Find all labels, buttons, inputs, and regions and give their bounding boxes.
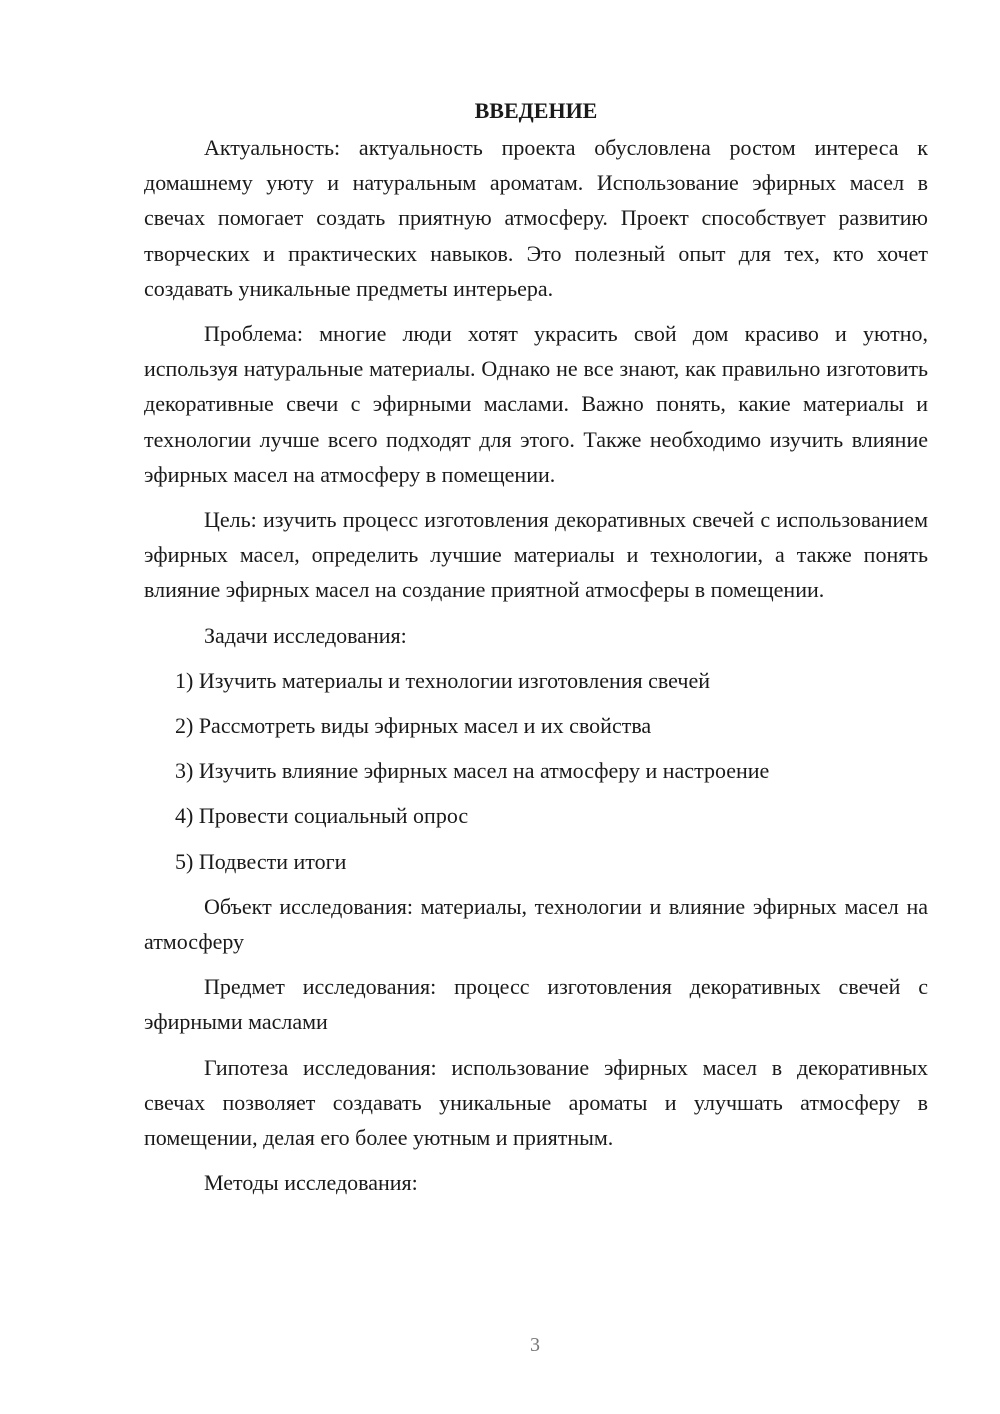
- list-item: 3) Изучить влияние эфирных масел на атмосферу и настроение: [175, 758, 770, 784]
- goal-paragraph: Цель: изучить процесс изготовления декоративных свечей с использованием эфирных масел, определить лучшие материалы и технологии, а также понять влияние эфирных масел на создание приятной атмосферы в помещении.: [144, 507, 928, 603]
- subject-paragraph: Предмет исследования: процесс изготовления декоративных свечей с эфирными маслами: [144, 974, 928, 1035]
- document-page: [144, 96, 928, 1210]
- methods-heading: Методы исследования:: [204, 1170, 418, 1196]
- problem-paragraph: Проблема: многие люди хотят украсить свой дом красиво и уютно, используя натуральные материалы. Однако не все знают, как правильно изготовить декоративные свечи с эфирными маслами. Важно понять, какие материалы и технологии лучше всего подходят для этого. Также необходимо изучить влияние эфирных масел на атмосферу в помещении.: [144, 321, 928, 487]
- list-item: 1) Изучить материалы и технологии изготовления свечей: [175, 667, 710, 693]
- list-item: 5) Подвести итоги: [175, 848, 347, 874]
- page-number: 3: [530, 1334, 540, 1356]
- list-item: 4) Провести социальный опрос: [175, 803, 469, 829]
- tasks-heading: Задачи исследования:: [204, 622, 407, 648]
- page-title: ВВЕДЕНИЕ: [474, 98, 598, 123]
- hypothesis-paragraph: Гипотеза исследования: использование эфирных масел в декоративных свечах позволяет создавать уникальные ароматы и улучшать атмосферу в помещении, делая его более уютным и приятным.: [144, 1054, 928, 1151]
- tasks-list: [144, 663, 928, 879]
- relevance-paragraph: Актуальность: актуальность проекта обусловлена ростом интереса к домашнему уюту и натуральным ароматам. Использование эфирных масел в свечах помогает создать приятную атмосферу. Проект способствует развитию творческих и практических навыков. Это полезный опыт для тех, кто хочет создавать уникальные предметы интерьера.: [144, 135, 928, 301]
- list-item: 2) Рассмотреть виды эфирных масел и их свойства: [175, 713, 652, 739]
- object-paragraph: Объект исследования: материалы, технологии и влияние эфирных масел на атмосферу: [144, 893, 928, 955]
